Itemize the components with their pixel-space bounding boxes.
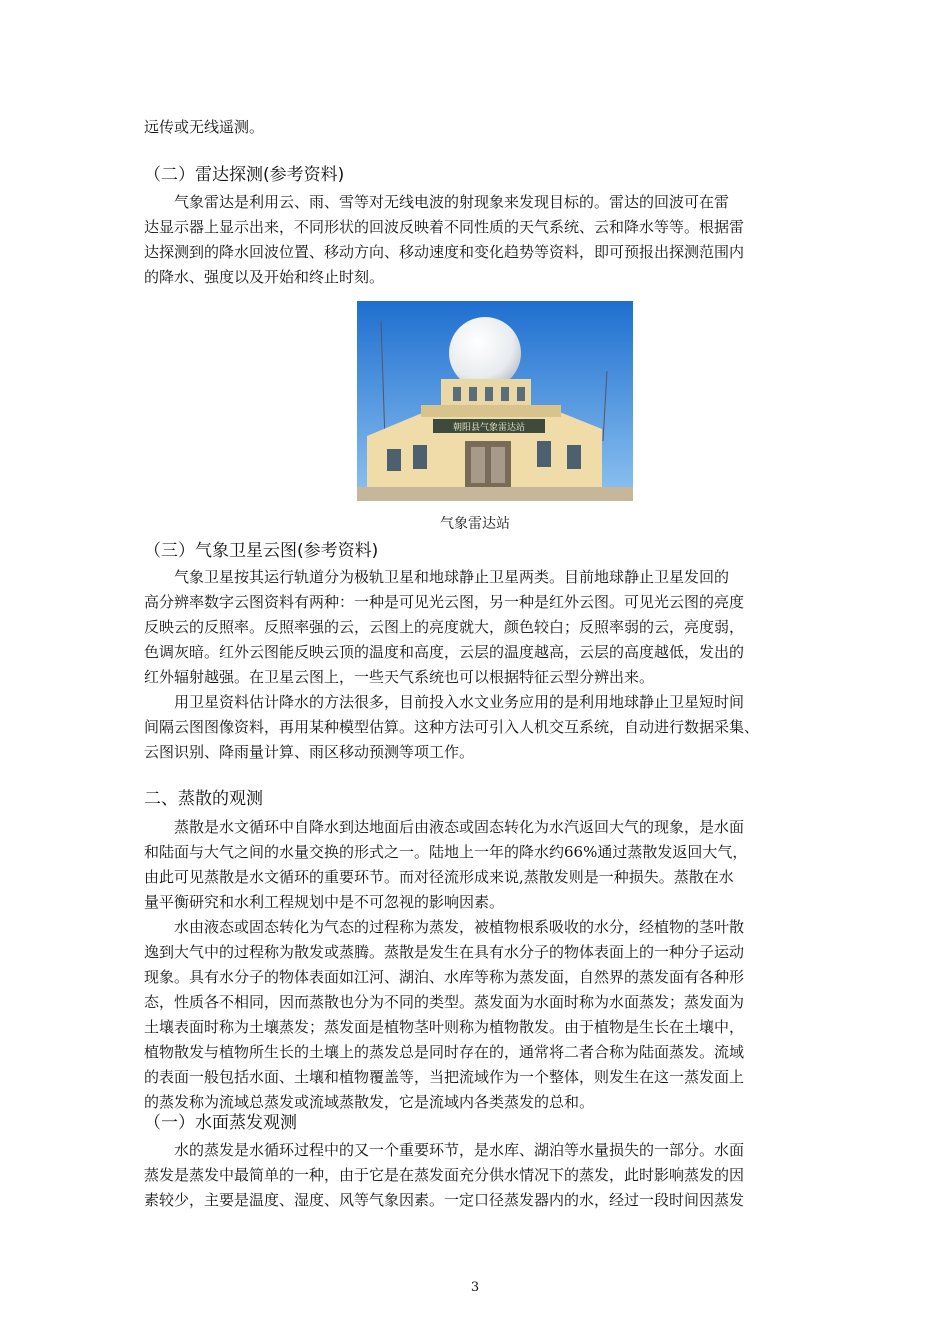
section-heading-water-evaporation: （一）水面蒸发观测 xyxy=(144,1113,297,1133)
text-line: 达探测到的降水回波位置、移动方向、移动速度和变化趋势等资料，即可预报出探测范围内 xyxy=(144,243,745,261)
text-line: 由此可见蒸散是水文循环的重要环节。而对径流形成来说,蒸散发则是一种损失。蒸散在水 xyxy=(144,868,734,886)
text-line: 植物散发与植物所生长的土壤上的蒸发总是同时存在的，通常将二者合称为陆面蒸发。流域 xyxy=(144,1043,745,1061)
text-line: 蒸发是蒸发中最简单的一种，由于它是在蒸发面充分供水情况下的蒸发，此时影响蒸发的因 xyxy=(144,1166,745,1184)
text-line: 的蒸发称为流域总蒸发或流域蒸散发，它是流域内各类蒸发的总和。 xyxy=(144,1093,595,1111)
text-line: 反映云的反照率。反照率强的云，云图上的亮度就大，颜色较白；反照率弱的云，亮度弱， xyxy=(144,618,745,636)
text-line: 气象雷达是利用云、雨、雪等对无线电波的射现象来发现目标的。雷达的回波可在雷 xyxy=(144,193,730,211)
text-line: 气象卫星按其运行轨道分为极轨卫星和地球静止卫星两类。目前地球静止卫星发回的 xyxy=(144,568,730,586)
text-line: 间隔云图图像资料，再用某种模型估算。这种方法可引入人机交互系统，自动进行数据采集、 xyxy=(144,718,760,736)
section-heading-satellite: （三）气象卫星云图(参考资料) xyxy=(144,541,379,561)
text-line: 的降水、强度以及开始和终止时刻。 xyxy=(144,268,385,286)
text-line: 红外辐射越强。在卫星云图上，一些天气系统也可以根据特征云型分辨出来。 xyxy=(144,668,655,686)
text-line: 素较少，主要是温度、湿度、风等气象因素。一定口径蒸发器内的水，经过一段时间因蒸发 xyxy=(144,1191,745,1209)
section-heading-evaporation: 二、蒸散的观测 xyxy=(144,789,263,809)
figure-caption: 气象雷达站 xyxy=(440,516,510,532)
page-number: 3 xyxy=(470,1280,480,1295)
text-line: 和陆面与大气之间的水量交换的形式之一。陆地上一年的降水约66%通过蒸散发返回大气， xyxy=(144,843,748,861)
radar-station-photo xyxy=(357,301,633,501)
text-line: 量平衡研究和水利工程规划中是不可忽视的影响因素。 xyxy=(144,893,505,911)
text-line: 远传或无线遥测。 xyxy=(144,118,265,136)
text-line: 土壤表面时称为土壤蒸发；蒸发面是植物茎叶则称为植物散发。由于植物是生长在土壤中， xyxy=(144,1018,745,1036)
text-line: 态，性质各不相同，因而蒸散也分为不同的类型。蒸发面为水面时称为水面蒸发；蒸发面为 xyxy=(144,993,745,1011)
text-line: 高分辨率数字云图资料有两种：一种是可见光云图，另一种是红外云图。可见光云图的亮度 xyxy=(144,593,745,611)
text-line: 蒸散是水文循环中自降水到达地面后由液态或固态转化为水汽返回大气的现象，是水面 xyxy=(144,818,745,836)
text-line: 的表面一般包括水面、土壤和植物覆盖等，当把流域作为一个整体，则发生在这一蒸发面上 xyxy=(144,1068,745,1086)
text-line: 现象。具有水分子的物体表面如江河、湖泊、水库等称为蒸发面，自然界的蒸发面有各种形 xyxy=(144,968,745,986)
section-heading-radar: （二）雷达探测(参考资料) xyxy=(144,165,345,185)
text-line: 色调灰暗。红外云图能反映云顶的温度和高度，云层的温度越高，云层的高度越低，发出的 xyxy=(144,643,745,661)
text-line: 水由液态或固态转化为气态的过程称为蒸发，被植物根系吸收的水分，经植物的茎叶散 xyxy=(144,918,745,936)
station-sign-text: 朝阳县气象雷达站 xyxy=(452,423,526,433)
text-line: 达显示器上显示出来，不同形状的回波反映着不同性质的天气系统、云和降水等等。根据雷 xyxy=(144,218,745,236)
text-line: 云图识别、降雨量计算、雨区移动预测等项工作。 xyxy=(144,743,475,761)
text-line: 水的蒸发是水循环过程中的又一个重要环节，是水库、湖泊等水量损失的一部分。水面 xyxy=(144,1141,745,1159)
text-line: 用卫星资料估计降水的方法很多，目前投入水文业务应用的是利用地球静止卫星短时间 xyxy=(144,693,745,711)
text-line: 逸到大气中的过程称为散发或蒸腾。蒸散是发生在具有水分子的物体表面上的一种分子运动 xyxy=(144,943,745,961)
